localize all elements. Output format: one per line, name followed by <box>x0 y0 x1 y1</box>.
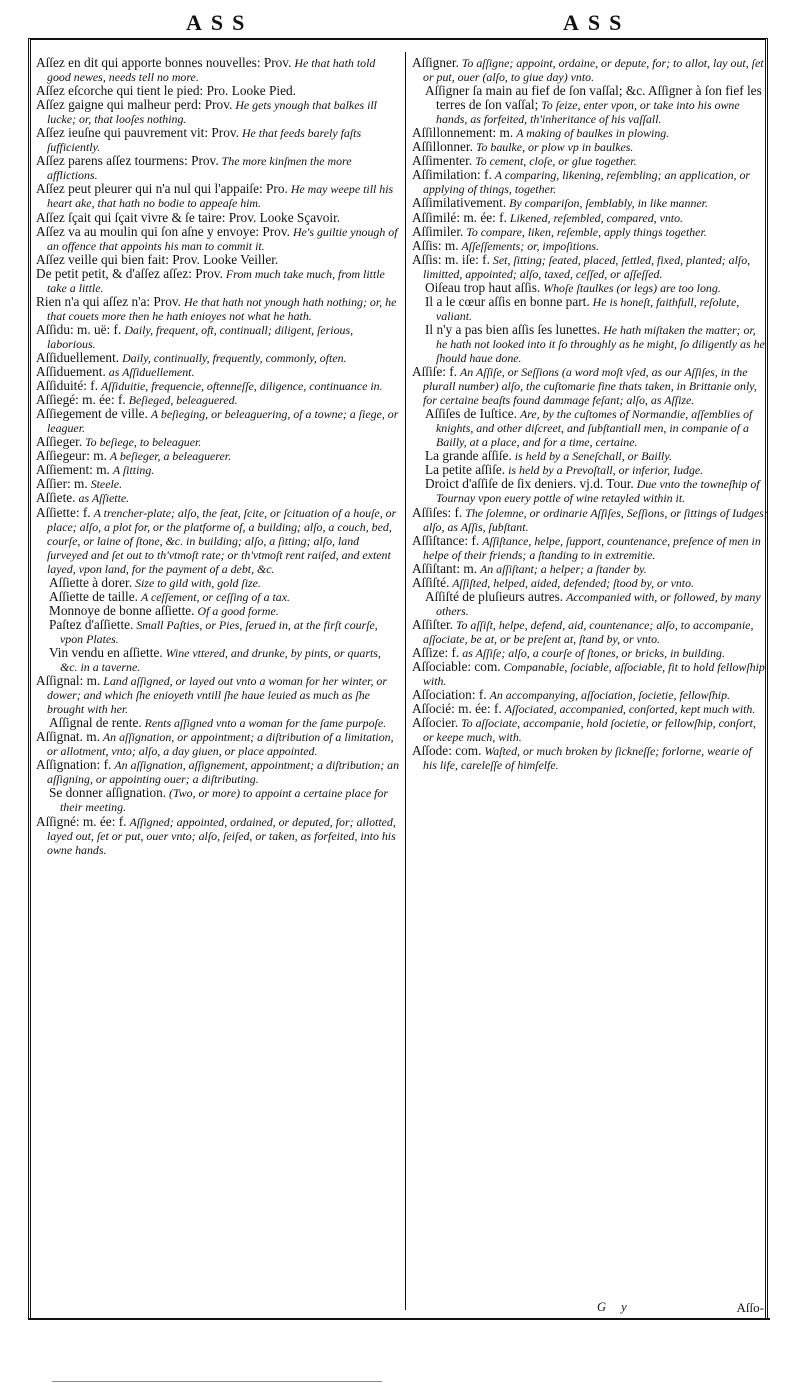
dictionary-entry <box>412 56 768 84</box>
entry-definition: Aſſiduitie, frequencie, oftenneſſe, diligence, continuance in. <box>101 379 383 394</box>
dictionary-entry <box>412 140 768 154</box>
column-divider <box>405 52 406 1310</box>
dictionary-entry <box>36 604 400 618</box>
entry-headword: Aſſimenter. <box>412 153 473 169</box>
entry-headword: Aſſiette: f. <box>36 504 91 520</box>
entry-headword: Aſſez gaigne qui malheur perd: Prov. <box>36 97 233 113</box>
entry-headword: Aſſiſtance: f. <box>412 532 480 548</box>
dictionary-entry <box>36 267 400 295</box>
dictionary-entry <box>36 786 400 814</box>
dictionary-entry <box>412 562 768 576</box>
entry-headword: Oiſeau trop haut aſſis. <box>425 279 541 295</box>
dictionary-entry <box>36 646 400 674</box>
entry-definition: is held by a Seneſchall, or Bailly. <box>514 449 672 464</box>
dictionary-entry <box>36 323 400 351</box>
entry-headword: Aſſimilativement. <box>412 195 507 211</box>
entry-definition: A ſitting. <box>112 463 155 478</box>
entry-headword: Aſſode: com. <box>412 743 482 759</box>
entry-headword: Aſſiſter. <box>412 616 453 632</box>
dictionary-entry <box>412 323 768 365</box>
right-running-head: ASS <box>563 10 631 35</box>
dictionary-entry <box>412 576 768 590</box>
entry-headword: La petite aſſiſe. <box>425 462 506 478</box>
entry-definition: An Aſſiſe, or Seſſions (a word moſt vſed, as our Aſſiſes, in the plurall number) alſo, the cuſtomarie fine thats taken, in Brittanie only, for certaine beaſts found dammage feſant; alſo, as Aſſize. <box>423 365 757 408</box>
entry-definition: A beſieging, or beleaguering, of a towne; a ſiege, or leaguer. <box>47 407 399 436</box>
signature-mark: G y <box>597 1300 633 1314</box>
entry-headword: Aſſez peut pleurer qui n'a nul qui l'appaiſe: Pro. <box>36 181 288 197</box>
entry-definition: To cement, cloſe, or glue together. <box>475 154 637 169</box>
entry-definition: To aſſociate, accompanie, hold ſocietie, or fellowſhip, conſort, or keepe much, with. <box>423 716 756 745</box>
entry-headword: Aſſigné: m. ée: f. <box>36 813 127 829</box>
entry-definition: Daily, frequent, oft, continuall; diligent, ſerious, laborious. <box>47 322 354 351</box>
entry-headword: Aſſiete. <box>36 490 76 506</box>
entry-definition: He that hath not ynough hath nothing; or, he that couets more then he hath enioyes not what he hath. <box>47 294 397 323</box>
entry-headword: Il a le cœur aſſis en bonne part. <box>425 293 590 309</box>
entry-headword: Aſſignal de rente. <box>49 715 142 731</box>
entry-headword: Se donner aſſignation. <box>49 785 167 801</box>
entry-headword: Aſſignal: m. <box>36 673 101 689</box>
dictionary-entry <box>412 534 768 562</box>
entry-headword: Aſſiſe: f. <box>412 364 458 380</box>
entry-headword: Aſſignation: f. <box>36 757 112 773</box>
entry-headword: Aſſiette à dorer. <box>49 574 133 590</box>
dictionary-entry <box>36 674 400 716</box>
entry-headword: Aſſize: f. <box>412 644 460 660</box>
left-column <box>36 56 400 1318</box>
dictionary-entry <box>412 295 768 323</box>
page-footer <box>412 1300 768 1316</box>
entry-headword: Aſſignat. m. <box>36 729 100 745</box>
entry-headword: Aſſiſté de pluſieurs autres. <box>425 588 564 604</box>
entry-headword: Aſſier: m. <box>36 476 88 492</box>
dictionary-entry <box>36 576 400 590</box>
dictionary-entry <box>36 98 400 126</box>
dictionary-entry <box>412 407 768 449</box>
dictionary-entry <box>412 84 768 126</box>
entry-definition: Aſſociated, accompanied, conſorted, kept much with. <box>504 702 756 717</box>
entry-definition: Rents aſſigned vnto a woman for the ſame purpoſe. <box>144 716 387 731</box>
entry-definition: is held by a Prevoſtall, or inferior, Iudge. <box>508 463 704 478</box>
entry-definition: Steele. <box>90 477 123 492</box>
entry-headword: Aſſiſtant: m. <box>412 560 478 576</box>
dictionary-entry <box>36 407 400 435</box>
entry-definition: Aſſeſſements; or, impoſitions. <box>461 238 599 253</box>
entry-definition: Likened, reſembled, compared, vnto. <box>509 210 684 225</box>
dictionary-entry <box>36 449 400 463</box>
entry-definition: Aſſiſtance, helpe, ſupport, countenance, preſence of men in helpe of their friends; a ſtanding to in extremitie. <box>423 533 761 562</box>
entry-definition: An accompanying, aſſociation, ſocietie, fellowſhip. <box>489 688 730 703</box>
entry-definition: An aſſignation, or appointment; a diſtribution of a limitation, or allotment, vnto; alſo, a day giuen, or place appointed. <box>47 730 394 759</box>
dictionary-entry <box>36 815 400 857</box>
entry-definition: Whoſe ſtaulkes (or legs) are too long. <box>543 280 721 295</box>
dictionary-entry <box>36 477 400 491</box>
entry-headword: Aſſez veille qui bien fait: Prov. Looke Veiller. <box>36 251 279 267</box>
dictionary-entry <box>412 506 768 534</box>
entry-headword: Aſſocier. <box>412 715 459 731</box>
entry-headword: Aſſiduellement. <box>36 349 120 365</box>
entry-headword: Aſſiegement de ville. <box>36 406 148 422</box>
entry-headword: Aſſez ſçait qui ſçait vivre & ſe taire: Prov. Looke Sçavoir. <box>36 209 341 225</box>
entry-definition: An aſſiſtant; a helper; a ſtander by. <box>480 561 647 576</box>
entry-definition: Waſted, or much broken by ſickneſſe; forlorne, wearie of his life, careleſſe of himſelfe. <box>423 744 752 773</box>
entry-headword: Aſſiſes: f. <box>412 504 463 520</box>
dictionary-entry <box>412 239 768 253</box>
entry-definition: He hath miſtaken the matter; or, he hath not looked into it ſo throughly as he might, ſo diligently as he ſhould haue done. <box>436 322 765 365</box>
dictionary-entry <box>36 590 400 604</box>
entry-definition: He gets ynough that balkes ill lucke; or, that looſes nothing. <box>47 98 377 127</box>
dictionary-entry <box>412 618 768 646</box>
entry-headword: Aſſez ieuſne qui pauvrement vit: Prov. <box>36 125 239 141</box>
entry-definition: as Aſſiduellement. <box>108 365 195 380</box>
entry-headword: Aſſimilé: m. ée: f. <box>412 209 507 225</box>
dictionary-entry <box>412 126 768 140</box>
dictionary-entry <box>36 716 400 730</box>
entry-definition: He may weepe till his heart ake, that hath no bodie to appeaſe him. <box>47 182 394 211</box>
dictionary-entry <box>36 225 400 253</box>
entry-headword: Aſſiegeur: m. <box>36 448 107 464</box>
entry-definition: (Two, or more) to appoint a certaine place for their meeting. <box>60 786 389 815</box>
entry-headword: Aſſimilation: f. <box>412 167 492 183</box>
dictionary-entry <box>412 225 768 239</box>
entry-definition: He is honeſt, faithfull, reſolute, valiant. <box>436 294 740 323</box>
entry-headword: Rien n'a qui aſſez n'a: Prov. <box>36 293 181 309</box>
dictionary-entry <box>412 154 768 168</box>
entry-definition: To compare, liken, reſemble, apply things together. <box>466 224 707 239</box>
entry-headword: Aſſiement: m. <box>36 462 110 478</box>
bottom-rule <box>28 1318 770 1320</box>
entry-headword: Aſſigner ſa main au fief de ſon vaſſal; &c. Aſſigner à ſon fief les terres de ſon vaſſal; <box>425 83 762 113</box>
catchword: Aſſo- <box>736 1300 764 1315</box>
entry-headword: Aſſiegé: m. ée: f. <box>36 392 126 408</box>
entry-headword: Aſſiduité: f. <box>36 378 99 394</box>
entry-definition: To aſſigne; appoint, ordaine, or depute, for; to allot, lay out, ſet or put, ouer (alſo, to giue day) vnto. <box>423 56 764 85</box>
entry-definition: The more kinſmen the more afflictions. <box>47 154 352 183</box>
entry-headword: Aſſociation: f. <box>412 687 487 703</box>
entry-definition: To ſeize, enter vpon, or take into his owne hands, as forfeited, th'inheritance of his vaſſall. <box>436 98 740 127</box>
entry-definition: A beſieger, a beleaguerer. <box>109 449 232 464</box>
dictionary-entry <box>36 365 400 379</box>
entry-headword: Il n'y a pas bien aſſis ſes lunettes. <box>425 321 601 337</box>
footer-rule <box>52 1381 382 1382</box>
dictionary-entry <box>36 84 400 98</box>
dictionary-entry <box>412 744 768 772</box>
dictionary-entry <box>36 758 400 786</box>
entry-definition: Companable, ſociable, aſſociable, fit to hold fellowſhip with. <box>423 660 765 689</box>
entry-headword: Droict d'aſſiſe de ſix deniers. vj.d. Tour. <box>425 476 634 492</box>
entry-headword: Aſſiduement. <box>36 364 106 380</box>
entry-headword: Aſſidu: m. uë: f. <box>36 321 122 337</box>
entry-definition: Aſſigned; appointed, ordained, or deputed, for; allotted, layed out, ſet or put, ouer vnto; alſo, ſeiſed, or taken, as forfeited, into his owne hands. <box>47 814 396 857</box>
entry-headword: Aſſimiler. <box>412 223 464 239</box>
entry-headword: De petit petit, & d'aſſez aſſez: Prov. <box>36 265 223 281</box>
entry-definition: He's guiltie ynough of an offence that appoints his man to commit it. <box>47 224 398 253</box>
entry-definition: Wine vttered, and drunke, by pints, or quarts, &c. in a taverne. <box>60 645 381 675</box>
dictionary-entry <box>412 702 768 716</box>
dictionary-entry <box>412 365 768 407</box>
dictionary-entry <box>412 463 768 477</box>
dictionary-entry <box>412 168 768 196</box>
entry-definition: An aſſignation, aſſignement, appointment; a diſtribution; an aſſigning, or appointing ouer; a diſtributing. <box>47 758 400 787</box>
entry-headword: Aſſis: m. <box>412 237 459 253</box>
dictionary-entry <box>36 730 400 758</box>
right-column <box>412 56 768 1246</box>
dictionary-entry <box>36 295 400 323</box>
dictionary-entry <box>36 435 400 449</box>
entry-definition: Aſſiſted, helped, aided, defended; ſtood by, or vnto. <box>452 575 695 590</box>
entry-definition: To beſiege, to beleaguer. <box>85 435 202 450</box>
left-running-head: ASS <box>186 10 254 35</box>
dictionary-entry <box>412 716 768 744</box>
dictionary-entry <box>412 590 768 618</box>
entry-definition: Due vnto the towneſhip of Tournay vpon euery pottle of wine retayled within it. <box>436 477 760 506</box>
dictionary-entry <box>36 56 400 84</box>
dictionary-entry <box>36 463 400 477</box>
dictionary-entry <box>36 491 400 505</box>
entry-definition: Of a good forme. <box>197 603 279 618</box>
entry-definition: He that hath told good newes, needs tell no more. <box>47 56 376 85</box>
entry-definition: To aſſiſt, helpe, defend, aid, countenance; alſo, to accompanie, aſſociate, be at, or be preſent at, ſtand by, or vnto. <box>423 617 754 646</box>
entry-definition: Daily, continually, frequently, commonly, often. <box>122 350 347 365</box>
entry-definition: as Aſſiſe; alſo, a courſe of ſtones, or bricks, in building. <box>462 645 725 660</box>
entry-definition: Are, by the cuſtomes of Normandie, aſſemblies of knights, and other diſcreet, and ſubſtantiall men, in companie of a Bailly, at a place, and for a time, certaine. <box>436 407 753 450</box>
entry-headword: Vin vendu en aſſiette. <box>49 644 163 660</box>
entry-definition: Land aſſigned, or layed out vnto a woman for her winter, or dower; and which ſhe enioyeth vntill ſhe haue leuied as much as ſhe brought with her. <box>47 674 387 717</box>
entry-headword: Aſſiette de taille. <box>49 588 138 604</box>
entry-headword: Aſſociable: com. <box>412 659 501 675</box>
dictionary-entry <box>36 379 400 393</box>
dictionary-entry <box>36 182 400 210</box>
entry-headword: Aſſez va au moulin qui ſon aſne y envoye: Prov. <box>36 223 290 239</box>
dictionary-entry <box>36 211 400 225</box>
page-header <box>28 4 770 34</box>
entry-headword: Aſſiſté. <box>412 574 450 590</box>
entry-headword: Aſſillonner. <box>412 139 473 155</box>
entry-headword: Aſſieger. <box>36 434 83 450</box>
dictionary-entry <box>36 393 400 407</box>
dictionary-entry <box>36 253 400 267</box>
entry-headword: Aſſez en dit qui apporte bonnes nouvelles: Prov. <box>36 56 292 70</box>
dictionary-entry <box>36 351 400 365</box>
entry-definition: To baulke, or plow vp in baulkes. <box>475 140 634 155</box>
entry-headword: Aſſigner. <box>412 56 459 70</box>
entry-headword: Aſſillonnement: m. <box>412 125 514 141</box>
entry-definition: A making of baulkes in plowing. <box>516 126 670 141</box>
entry-headword: Aſſiſes de Iuſtice. <box>425 406 517 422</box>
entry-headword: Paſtez d'aſſiette. <box>49 616 134 632</box>
entry-definition: A ceſſement, or ceſſing of a tax. <box>140 589 291 604</box>
dictionary-entry <box>412 646 768 660</box>
entry-definition: The ſolemne, or ordinarie Aſſiſes, Seſſions, or ſittings of Iudges; alſo, as Aſſis, ſubſtant. <box>423 505 768 534</box>
entry-headword: Monnoye de bonne aſſiette. <box>49 602 195 618</box>
dictionary-entry <box>412 281 768 295</box>
entry-headword: Aſſis: m. iſe: f. <box>412 251 490 267</box>
entry-definition: A comparing, likening, reſembling; an application, or applying of things, together. <box>423 168 751 197</box>
entry-headword: Aſſocié: m. ée: f. <box>412 701 502 717</box>
dictionary-entry <box>412 449 768 463</box>
entry-headword: Aſſez parens aſſez tourmens: Prov. <box>36 153 219 169</box>
entry-definition: Small Paſties, or Pies, ſerued in, at the firſt courſe, vpon Plates. <box>60 617 378 646</box>
dictionary-entry <box>412 253 768 281</box>
dictionary-entry <box>36 618 400 646</box>
entry-definition: Beſieged, beleaguered. <box>128 393 238 408</box>
dictionary-entry <box>36 126 400 154</box>
dictionary-entry <box>412 211 768 225</box>
entry-definition: From much take much, from little take a little. <box>47 266 385 295</box>
entry-definition: Accompanied with, or followed, by many others. <box>436 589 761 618</box>
dictionary-entry <box>412 688 768 702</box>
entry-definition: Set, ſitting; ſeated, placed, ſettled, fixed, planted; alſo, limitted, appointed; alſo, taxed, ceſſed, or aſſeſſed. <box>423 252 751 281</box>
dictionary-entry <box>412 196 768 210</box>
entry-definition: He that feeds barely faſts ſufficiently. <box>47 126 362 155</box>
entry-definition: By compariſon, ſemblably, in like manner. <box>509 196 708 211</box>
dictionary-entry <box>36 154 400 182</box>
entry-headword: Aſſez eſcorche qui tient le pied: Pro. Looke Pied. <box>36 83 296 99</box>
dictionary-entry <box>412 477 768 505</box>
dictionary-entry <box>412 660 768 688</box>
entry-definition: A trencher-plate; alſo, the ſeat, ſcite, or ſcituation of a houſe, or place; alſo, a plot for, or the platforme of, a building; alſo, a couch, bed, courſe, or laine of ſtone, &c. in building; alſo, a ſitting; alſo, land ſurveyed and ſet out to th'vtmoſt rate; or th'vtmoſt rent raiſed, and extent layed, vpon land, for the payment of a debt, &c. <box>47 505 397 576</box>
entry-definition: Size to gild with, gold ſize. <box>135 575 261 590</box>
dictionary-entry <box>36 506 400 576</box>
entry-definition: as Aſſiette. <box>78 491 130 506</box>
entry-headword: La grande aſſiſe. <box>425 448 512 464</box>
